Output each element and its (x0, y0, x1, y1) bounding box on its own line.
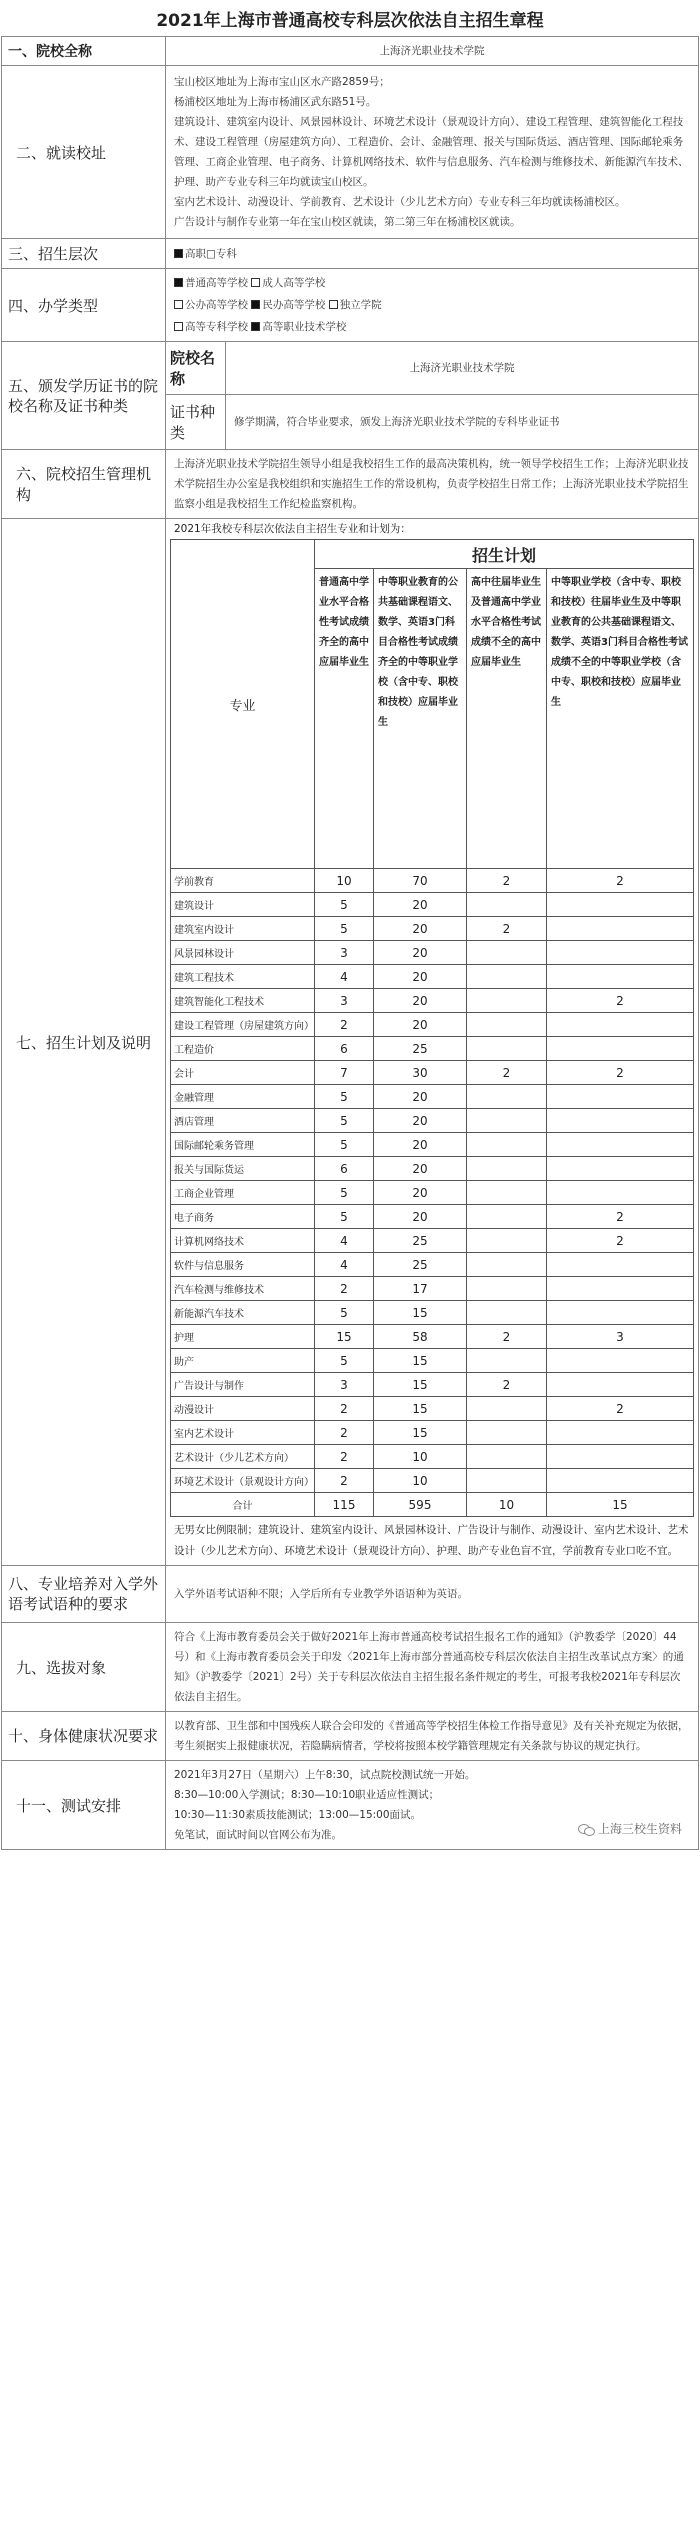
plan-total-label: 合计 (171, 1493, 315, 1517)
checkbox-checked-icon (251, 322, 260, 331)
plan-value (547, 1109, 694, 1133)
plan-row (171, 1157, 694, 1181)
plan-major: 建设工程管理（房屋建筑方向） (171, 1013, 315, 1037)
page-title: 2021年上海市普通高校专科层次依法自主招生章程 (156, 11, 544, 31)
plan-title-row (171, 540, 694, 569)
plan-title: 招生计划 (315, 540, 694, 569)
section-2-row (2, 66, 699, 239)
section-8-label: 八、专业培养对入学外语考试语种的要求 (2, 1566, 166, 1623)
plan-value (547, 1373, 694, 1397)
section-5-row-a (2, 342, 699, 395)
plan-major: 学前教育 (171, 869, 315, 893)
plan-value: 5 (315, 893, 374, 917)
plan-value (547, 1469, 694, 1493)
plan-value: 2 (315, 1469, 374, 1493)
section-9-label: 九、选拔对象 (2, 1623, 166, 1712)
plan-value: 3 (315, 1373, 374, 1397)
plan-value: 4 (315, 1229, 374, 1253)
plan-major: 软件与信息服务 (171, 1253, 315, 1277)
plan-row (171, 1013, 694, 1037)
plan-row (171, 1181, 694, 1205)
plan-value: 20 (374, 893, 467, 917)
school-name-label: 院校名称 (166, 342, 226, 395)
plan-value (547, 1157, 694, 1181)
plan-intro: 2021年我校专科层次依法自主招生专业和计划为： (174, 523, 411, 535)
plan-value (467, 893, 547, 917)
plan-value: 2 (467, 869, 547, 893)
plan-value (547, 941, 694, 965)
checkbox-empty-icon (329, 300, 338, 309)
school-type-option: 高等职业技术学校 (262, 321, 347, 333)
plan-value (547, 965, 694, 989)
plan-value (547, 1349, 694, 1373)
plan-value (467, 1157, 547, 1181)
plan-value: 3 (315, 941, 374, 965)
plan-value: 5 (315, 1349, 374, 1373)
plan-row (171, 1061, 694, 1085)
plan-value (467, 1445, 547, 1469)
plan-row (171, 893, 694, 917)
health-requirement: 以教育部、卫生部和中国残疾人联合会印发的《普通高等学校招生体检工作指导意见》及有关补充规定为依据，考生须据实上报健康状况，若隐瞒病情者，学校将按照本校学籍管理规定有关条款与协议的规定执行。 (166, 1712, 699, 1761)
watermark (578, 1819, 682, 1839)
plan-major: 金融管理 (171, 1085, 315, 1109)
column-header: 中等职业学校（含中专、职校和技校）往届毕业生及中等职业教育的公共基础课程语文、数学、英语3门科目合格性考试成绩不全的中等职业学校（含中专、职校和技校）应届毕业生 (547, 569, 694, 869)
plan-major: 新能源汽车技术 (171, 1301, 315, 1325)
plan-row (171, 1349, 694, 1373)
column-header: 中等职业教育的公共基础课程语文、数学、英语3门科目合格性考试成绩齐全的中等职业学校（含中专、职校和技校）应届毕业生 (374, 569, 467, 869)
campus-address (166, 66, 699, 239)
plan-major: 国际邮轮乘务管理 (171, 1133, 315, 1157)
section-9-row (2, 1623, 699, 1712)
plan-value: 20 (374, 1085, 467, 1109)
plan-value: 15 (374, 1349, 467, 1373)
plan-row (171, 869, 694, 893)
plan-value (467, 1301, 547, 1325)
plan-value (467, 1229, 547, 1253)
plan-body (171, 869, 694, 1493)
plan-value (547, 893, 694, 917)
section-11-label: 十一、测试安排 (2, 1761, 166, 1850)
plan-value: 2 (315, 1445, 374, 1469)
plan-value: 2 (547, 869, 694, 893)
section-1-label: 一、院校全称 (2, 37, 166, 66)
plan-value: 10 (374, 1469, 467, 1493)
school-type-option: 民办高等学校 (262, 299, 326, 311)
plan-major: 会计 (171, 1061, 315, 1085)
wechat-icon (578, 1823, 594, 1836)
plan-total-value: 10 (467, 1493, 547, 1517)
plan-value: 4 (315, 965, 374, 989)
plan-value: 20 (374, 1157, 467, 1181)
plan-value (547, 1301, 694, 1325)
checkbox-empty-icon (174, 300, 183, 309)
plan-major: 工程造价 (171, 1037, 315, 1061)
plan-value: 2 (547, 1205, 694, 1229)
plan-value: 20 (374, 1013, 467, 1037)
language-requirement: 入学外语考试语种不限；入学后所有专业教学外语语种为英语。 (166, 1566, 699, 1623)
plan-notes: 无男女比例限制；建筑设计、建筑室内设计、风景园林设计、广告设计与制作、动漫设计、室内艺术设计、艺术设计（少儿艺术方向）、环境艺术设计（景观设计方向）、护理、助产专业色盲不宜，学前教育专业口吃不宜。 (174, 1524, 689, 1557)
section-11-row (2, 1761, 699, 1850)
plan-value: 5 (315, 1109, 374, 1133)
section-1-row (2, 37, 699, 66)
plan-row (171, 1109, 694, 1133)
column-header: 高中往届毕业生及普通高中学业水平合格性考试成绩不全的高中应届毕业生 (467, 569, 547, 869)
campus-line: 室内艺术设计、动漫设计、学前教育、艺术设计（少儿艺术方向）专业专科三年均就读杨浦校区。 (174, 196, 626, 208)
schedule-line: 8:30—10:00入学测试；8:30—10:10职业适应性测试； (174, 1789, 440, 1801)
plan-major: 动漫设计 (171, 1397, 315, 1421)
plan-total-value: 115 (315, 1493, 374, 1517)
section-10-row (2, 1712, 699, 1761)
schedule-line: 10:30—11:30素质技能测试；13:00—15:00面试。 (174, 1809, 422, 1821)
plan-value: 6 (315, 1157, 374, 1181)
school-type-options (166, 269, 699, 342)
section-4-row (2, 269, 699, 342)
plan-major: 建筑智能化工程技术 (171, 989, 315, 1013)
school-type-option: 独立学院 (339, 299, 382, 311)
plan-value (467, 1109, 547, 1133)
plan-value: 3 (547, 1325, 694, 1349)
plan-row (171, 1325, 694, 1349)
plan-value (467, 1085, 547, 1109)
plan-major: 护理 (171, 1325, 315, 1349)
certificate-school-name: 上海济光职业技术学院 (226, 342, 699, 395)
plan-row (171, 1037, 694, 1061)
plan-row (171, 1277, 694, 1301)
plan-value: 4 (315, 1253, 374, 1277)
plan-value (547, 917, 694, 941)
section-7-label: 七、招生计划及说明 (2, 519, 166, 1566)
test-schedule (166, 1761, 699, 1850)
watermark-text: 上海三校生资料 (597, 1822, 682, 1836)
plan-value: 20 (374, 1109, 467, 1133)
plan-major: 广告设计与制作 (171, 1373, 315, 1397)
plan-row (171, 941, 694, 965)
plan-value: 2 (467, 917, 547, 941)
plan-value (547, 1253, 694, 1277)
school-type-line (174, 294, 690, 316)
plan-row (171, 1469, 694, 1493)
enrollment-level-text: 高职□专科 (185, 247, 237, 260)
plan-value: 20 (374, 917, 467, 941)
plan-value (547, 1181, 694, 1205)
plan-value: 15 (374, 1373, 467, 1397)
plan-total-value: 595 (374, 1493, 467, 1517)
plan-value (547, 1133, 694, 1157)
plan-value (467, 1469, 547, 1493)
plan-value: 2 (547, 1229, 694, 1253)
plan-value (467, 1037, 547, 1061)
plan-value (467, 941, 547, 965)
plan-value: 10 (315, 869, 374, 893)
eligible-applicants: 符合《上海市教育委员会关于做好2021年上海市普通高校考试招生报名工作的通知》（沪教委学〔2020〕44号）和《上海市教育委员会关于印发〈2021年上海市部分普通高校专科层次依法自主招生改革试点方案〉的通知》（沪教委学〔2021〕2号）关于专科层次依法自主招生报名条件规定的考生，可报考我校2021年专科层次依法自主招生。 (166, 1623, 699, 1712)
plan-row (171, 1397, 694, 1421)
plan-major: 建筑设计 (171, 893, 315, 917)
plan-value (467, 1253, 547, 1277)
campus-line: 建筑设计、建筑室内设计、风景园林设计、环境艺术设计（景观设计方向）、建设工程管理、建筑智能化工程技术、建设工程管理（房屋建筑方向）、工程造价、会计、金融管理、报关与国际货运、酒店管理、国际邮轮乘务管理、工商企业管理、电子商务、计算机网络技术、软件与信息服务、汽车检测与维修技术、新能源汽车技术、护理、助产专业专科三年均就读宝山校区。 (174, 116, 689, 188)
plan-value (547, 1085, 694, 1109)
plan-row (171, 1421, 694, 1445)
section-3-row (2, 239, 699, 269)
plan-value: 2 (467, 1373, 547, 1397)
plan-row (171, 1205, 694, 1229)
section-2-label: 二、就读校址 (2, 66, 166, 239)
section-10-label: 十、身体健康状况要求 (2, 1712, 166, 1761)
plan-value: 2 (547, 989, 694, 1013)
plan-row (171, 1373, 694, 1397)
plan-value: 5 (315, 917, 374, 941)
school-type-line (174, 272, 690, 294)
plan-value: 58 (374, 1325, 467, 1349)
plan-major: 风景园林设计 (171, 941, 315, 965)
plan-value (467, 1013, 547, 1037)
plan-value (467, 1181, 547, 1205)
plan-value: 6 (315, 1037, 374, 1061)
plan-major: 酒店管理 (171, 1109, 315, 1133)
campus-line: 宝山校区地址为上海市宝山区水产路2859号； (174, 76, 390, 88)
plan-value: 2 (547, 1397, 694, 1421)
plan-value: 25 (374, 1037, 467, 1061)
school-type-option: 普通高等学校 (185, 277, 248, 289)
section-4-label: 四、办学类型 (2, 269, 166, 342)
plan-value: 2 (467, 1325, 547, 1349)
plan-value (467, 965, 547, 989)
plan-value: 5 (315, 1205, 374, 1229)
plan-value: 5 (315, 1133, 374, 1157)
plan-total-value: 15 (547, 1493, 694, 1517)
plan-value (467, 1349, 547, 1373)
plan-major: 建筑工程技术 (171, 965, 315, 989)
charter-table (1, 36, 699, 1850)
plan-value (467, 989, 547, 1013)
plan-value: 20 (374, 941, 467, 965)
school-name: 上海济光职业技术学院 (166, 37, 699, 66)
plan-value: 2 (315, 1013, 374, 1037)
plan-value (547, 1277, 694, 1301)
plan-value: 20 (374, 1133, 467, 1157)
section-8-row (2, 1566, 699, 1623)
section-7-row (2, 519, 699, 1566)
plan-value: 2 (467, 1061, 547, 1085)
plan-row (171, 1301, 694, 1325)
plan-value: 17 (374, 1277, 467, 1301)
column-header: 普通高中学业水平合格性考试成绩齐全的高中应届毕业生 (315, 569, 374, 869)
school-type-option: 成人高等学校 (262, 277, 326, 289)
schedule-line: 免笔试，面试时间以官网公布为准。 (174, 1829, 342, 1841)
plan-major: 助产 (171, 1349, 315, 1373)
admission-authority: 上海济光职业技术学院招生领导小组是我校招生工作的最高决策机构，统一领导学校招生工作；上海济光职业技术学院招生办公室是我校组织和实施招生工作的常设机构，负责学校招生日常工作；上海济光职业技术学院招生监察小组是我校招生工作纪检监察机构。 (166, 450, 699, 519)
plan-value (547, 1421, 694, 1445)
school-type-line (174, 316, 690, 338)
plan-row (171, 1229, 694, 1253)
plan-value: 2 (315, 1421, 374, 1445)
plan-row (171, 917, 694, 941)
section-6-row (2, 450, 699, 519)
certificate-type: 修学期满，符合毕业要求，颁发上海济光职业技术学院的专科毕业证书 (226, 395, 699, 450)
plan-value: 20 (374, 989, 467, 1013)
plan-value: 2 (547, 1061, 694, 1085)
plan-value (467, 1397, 547, 1421)
plan-row (171, 1085, 694, 1109)
plan-value (547, 1445, 694, 1469)
campus-line: 广告设计与制作专业第一年在宝山校区就读，第二第三年在杨浦校区就读。 (174, 216, 521, 228)
plan-value (467, 1277, 547, 1301)
plan-row (171, 989, 694, 1013)
section-6-label: 六、院校招生管理机构 (2, 450, 166, 519)
plan-value: 15 (374, 1397, 467, 1421)
checkbox-empty-icon (174, 322, 183, 331)
plan-value: 15 (374, 1301, 467, 1325)
plan-value (467, 1205, 547, 1229)
plan-value: 30 (374, 1061, 467, 1085)
plan-row (171, 1253, 694, 1277)
plan-total-row (171, 1493, 694, 1517)
enrollment-level (166, 239, 699, 269)
plan-value: 5 (315, 1181, 374, 1205)
plan-value: 5 (315, 1301, 374, 1325)
plan-value: 20 (374, 1205, 467, 1229)
plan-table (170, 539, 694, 1517)
plan-value: 15 (374, 1421, 467, 1445)
plan-value: 2 (315, 1397, 374, 1421)
plan-value: 10 (374, 1445, 467, 1469)
plan-major: 汽车检测与维修技术 (171, 1277, 315, 1301)
plan-row (171, 965, 694, 989)
plan-value: 25 (374, 1253, 467, 1277)
plan-value (547, 1013, 694, 1037)
plan-value: 3 (315, 989, 374, 1013)
certificate-type-label: 证书种类 (166, 395, 226, 450)
plan-value: 20 (374, 965, 467, 989)
plan-major: 艺术设计（少儿艺术方向） (171, 1445, 315, 1469)
plan-value: 2 (315, 1277, 374, 1301)
plan-value: 7 (315, 1061, 374, 1085)
plan-value (467, 1133, 547, 1157)
plan-major: 计算机网络技术 (171, 1229, 315, 1253)
major-header: 专业 (171, 540, 315, 869)
plan-value: 15 (315, 1325, 374, 1349)
section-5-label: 五、颁发学历证书的院校名称及证书种类 (2, 342, 166, 450)
plan-value: 20 (374, 1181, 467, 1205)
schedule-line: 2021年3月27日（星期六）上午8:30，试点院校测试统一开始。 (174, 1769, 476, 1781)
plan-major: 工商企业管理 (171, 1181, 315, 1205)
plan-row (171, 1133, 694, 1157)
school-type-option: 高等专科学校 (185, 321, 248, 333)
plan-value (467, 1421, 547, 1445)
enrollment-plan (166, 519, 699, 1566)
plan-major: 环境艺术设计（景观设计方向） (171, 1469, 315, 1493)
plan-major: 建筑室内设计 (171, 917, 315, 941)
plan-value (547, 1037, 694, 1061)
plan-value: 5 (315, 1085, 374, 1109)
campus-line: 杨浦校区地址为上海市杨浦区武东路51号。 (174, 96, 377, 108)
plan-row (171, 1445, 694, 1469)
checkbox-checked-icon (174, 278, 183, 287)
checkbox-checked-icon (251, 300, 260, 309)
section-3-label: 三、招生层次 (2, 239, 166, 269)
checkbox-empty-icon (251, 278, 260, 287)
checkbox-checked-icon (174, 249, 183, 258)
plan-major: 室内艺术设计 (171, 1421, 315, 1445)
school-type-option: 公办高等学校 (185, 299, 248, 311)
plan-value: 25 (374, 1229, 467, 1253)
plan-value: 70 (374, 869, 467, 893)
plan-major: 报关与国际货运 (171, 1157, 315, 1181)
plan-major: 电子商务 (171, 1205, 315, 1229)
